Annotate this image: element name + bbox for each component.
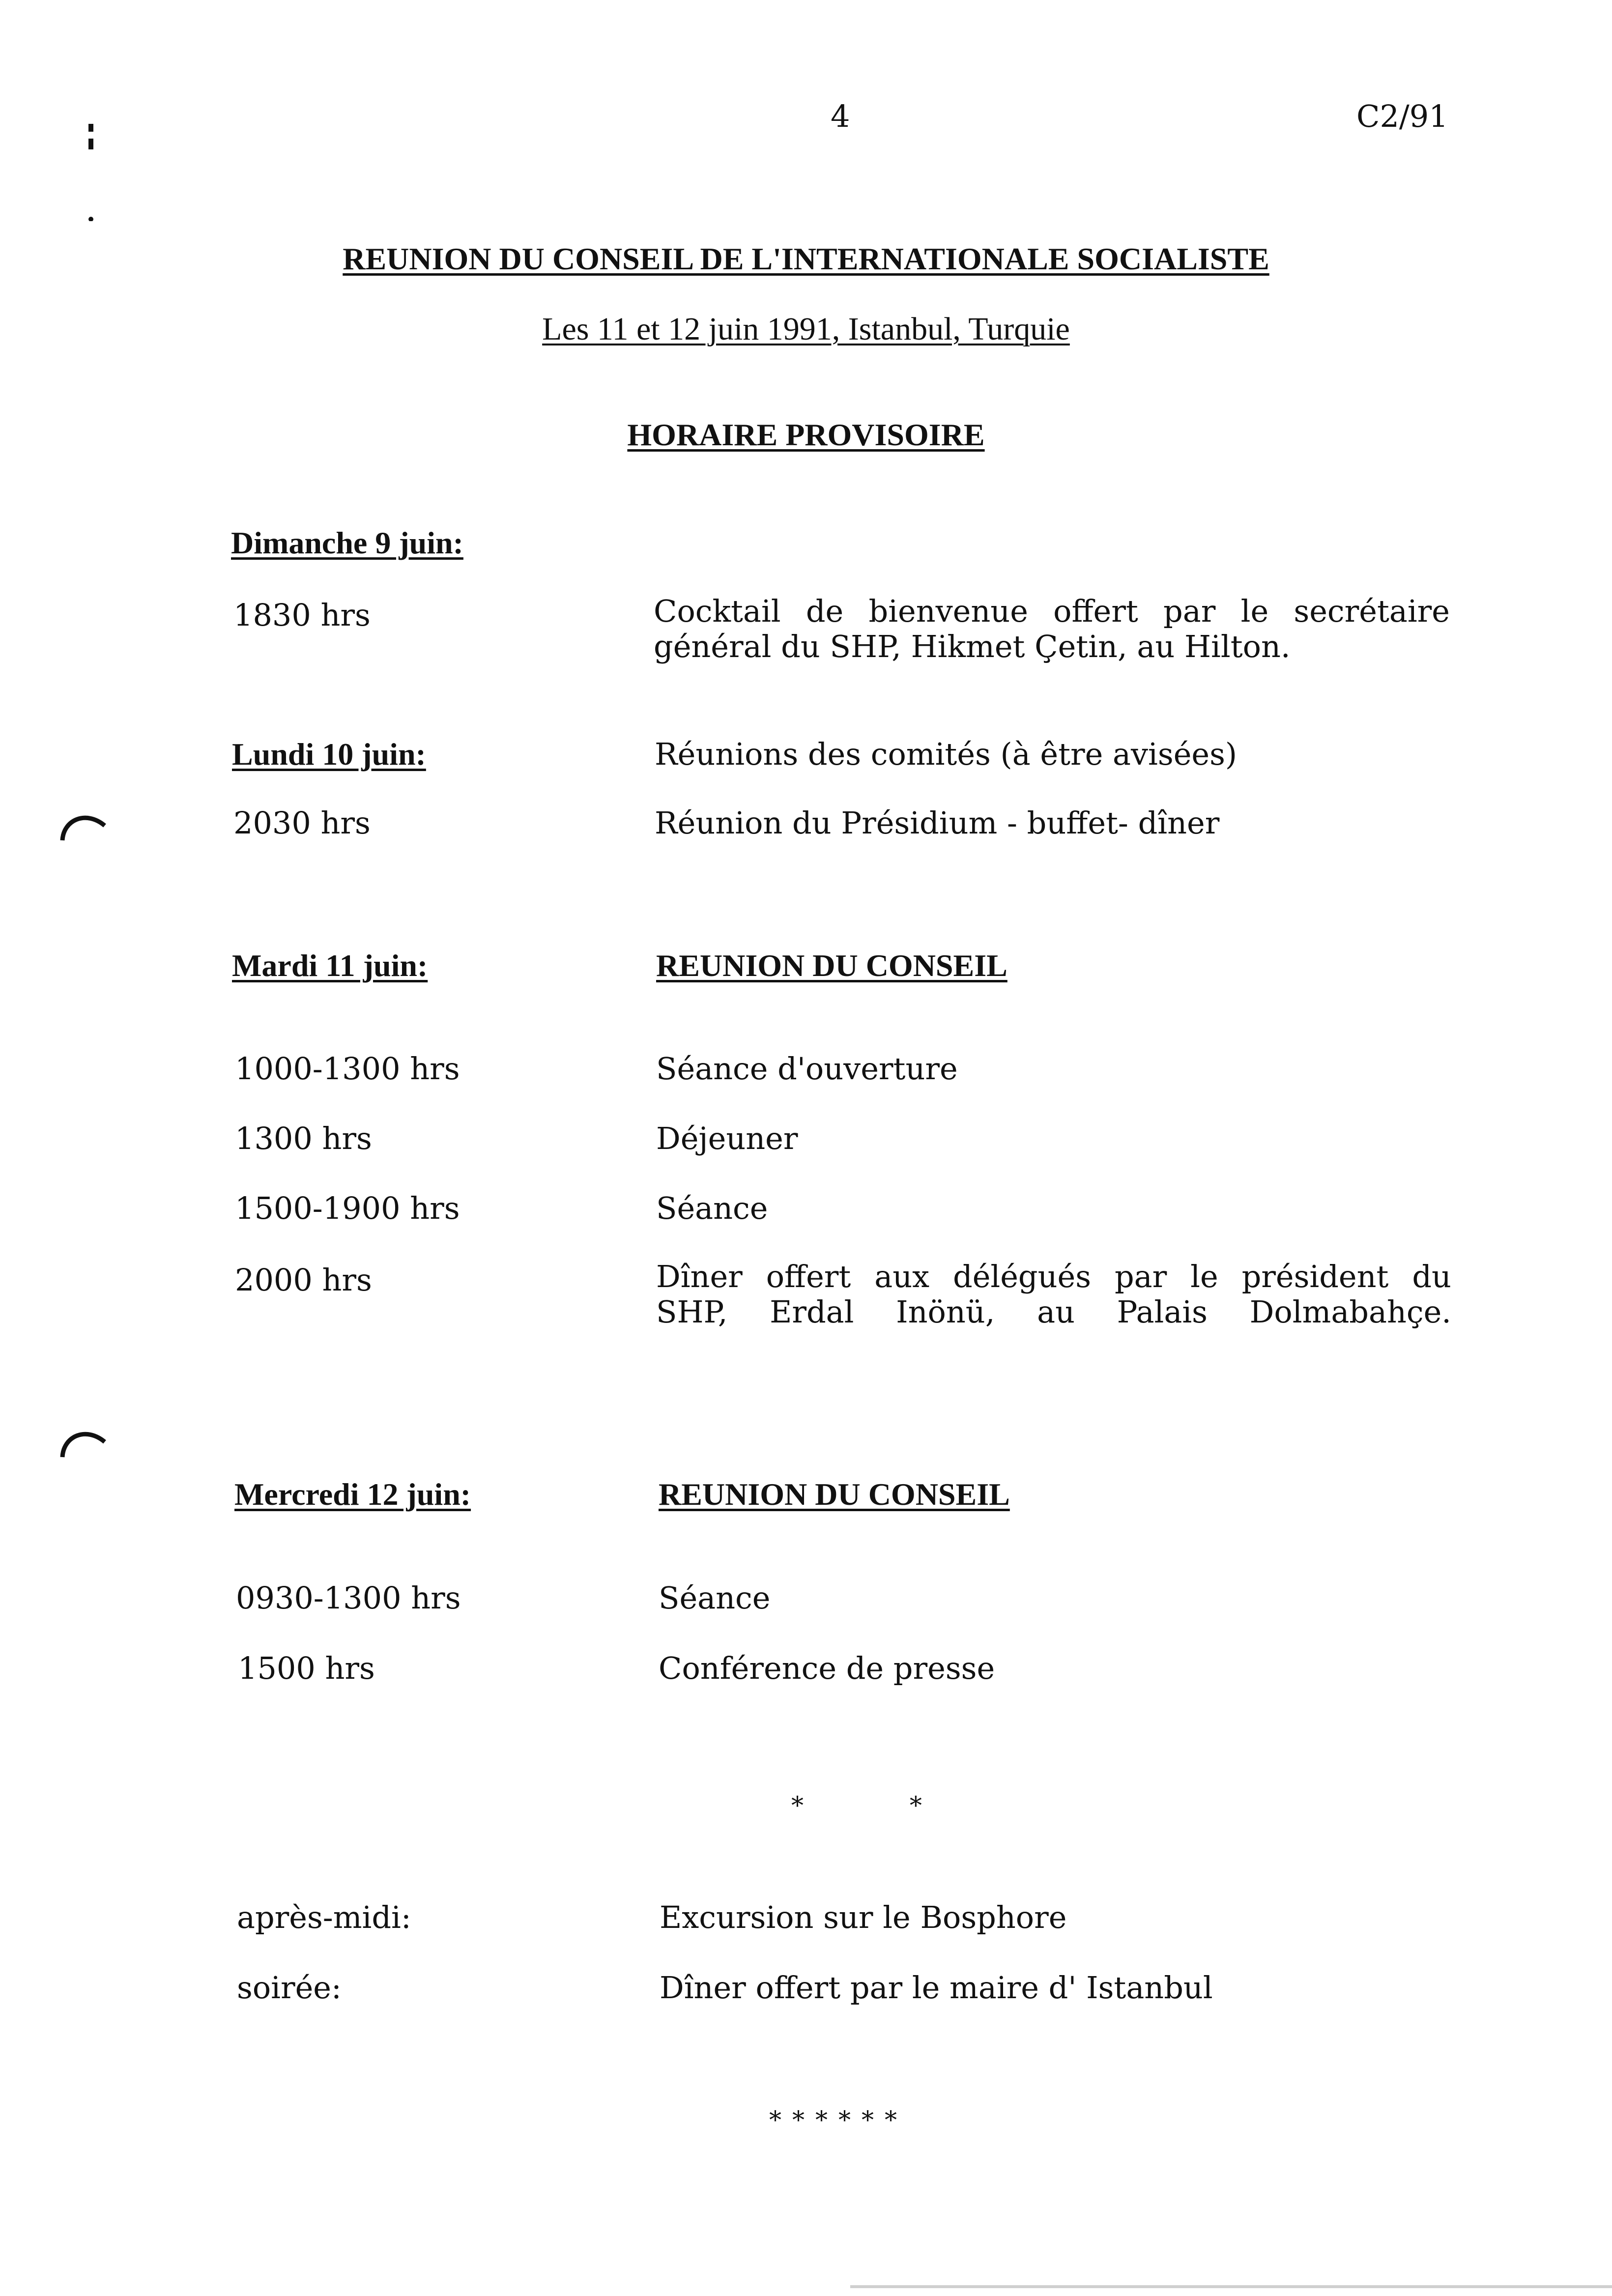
event-opening-session: Séance d'ouverture	[656, 1051, 958, 1087]
meeting-date-location: Les 11 et 12 juin 1991, Istanbul, Turquie	[542, 311, 1070, 347]
time-tuesday-2: 1300 hrs	[235, 1120, 372, 1156]
event-committee-meetings: Réunions des comités (à être avisées)	[655, 736, 1238, 772]
event-welcome-cocktail: Cocktail de bienvenue offert par le secrétaire général du SHP, Hikmet Çetin, au Hilton.	[654, 593, 1450, 664]
hole-punch-mark	[57, 1420, 111, 1460]
time-tuesday-3: 1500-1900 hrs	[235, 1190, 460, 1226]
council-meeting-heading-wednesday: REUNION DU CONSEIL	[659, 1477, 1010, 1512]
schedule-title: HORAIRE PROVISOIRE	[627, 417, 985, 452]
council-meeting-heading-tuesday: REUNION DU CONSEIL	[656, 948, 1008, 983]
time-tuesday-4: 2000 hrs	[235, 1262, 372, 1298]
extra-time-evening: soirée:	[237, 1970, 342, 2006]
day-label-tuesday: Mardi 11 juin:	[232, 948, 428, 983]
time-monday-1: 2030 hrs	[233, 805, 371, 841]
event-session-tuesday: Séance	[656, 1190, 768, 1226]
scan-edge-line	[850, 2285, 1612, 2288]
separator-stars-short: * *	[791, 1791, 971, 1820]
hole-punch-mark	[57, 806, 111, 845]
day-label-monday: Lundi 10 juin:	[232, 737, 426, 772]
time-wednesday-2: 1500 hrs	[238, 1650, 375, 1686]
day-label-sunday: Dimanche 9 juin:	[231, 525, 463, 560]
document-reference: C2/91	[1356, 98, 1448, 134]
extra-time-afternoon: après-midi:	[237, 1899, 411, 1935]
event-bosphorus-excursion: Excursion sur le Bosphore	[660, 1899, 1067, 1935]
time-tuesday-1: 1000-1300 hrs	[235, 1051, 460, 1087]
event-delegates-dinner: Dîner offert aux délégués par le président du SHP, Erdal Inönü, au Palais Dolmabahçe.	[656, 1259, 1451, 1330]
event-session-wednesday: Séance	[659, 1580, 771, 1616]
event-presidium-meeting: Réunion du Présidium - buffet- dîner	[655, 805, 1220, 841]
event-press-conference: Conférence de presse	[659, 1650, 995, 1686]
page-number: 4	[831, 98, 850, 134]
scan-speck	[84, 123, 98, 221]
separator-stars-end: ******	[769, 2106, 908, 2134]
event-mayor-dinner: Dîner offert par le maire d' Istanbul	[660, 1970, 1213, 2006]
day-label-wednesday: Mercredi 12 juin:	[234, 1477, 471, 1512]
time-wednesday-1: 0930-1300 hrs	[236, 1580, 461, 1616]
document-title: REUNION DU CONSEIL DE L'INTERNATIONALE SOCIALISTE	[343, 241, 1269, 276]
time-sunday-1: 1830 hrs	[233, 597, 371, 633]
event-lunch: Déjeuner	[656, 1120, 798, 1156]
